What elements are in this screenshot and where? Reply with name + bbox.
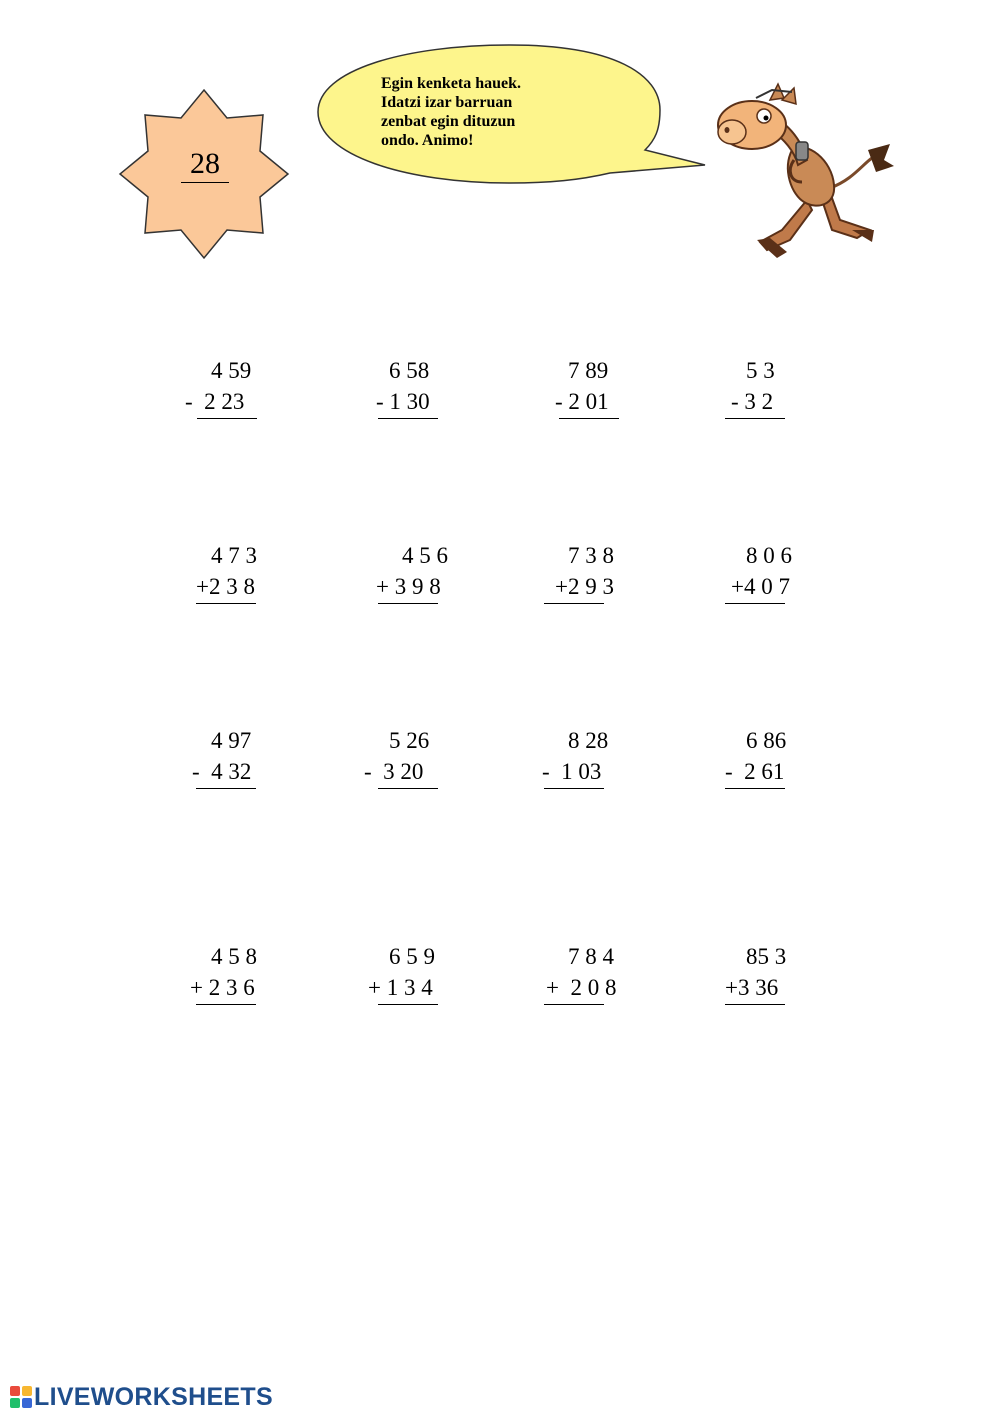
subtrahend: - 3 20 — [364, 759, 424, 784]
addend: +2 3 8 — [196, 574, 255, 599]
minuend: 8 28 — [568, 728, 609, 753]
answer-input[interactable] — [725, 608, 787, 634]
answer-line — [197, 418, 257, 419]
minuend: 7 89 — [568, 358, 609, 383]
minuend: 4 59 — [211, 358, 252, 383]
addend: + 1 3 4 — [368, 975, 433, 1000]
answer-line — [725, 788, 785, 789]
minuend: 6 86 — [746, 728, 787, 753]
problem-row — [0, 941, 1000, 1001]
answer-line — [725, 1004, 785, 1005]
augend: 8 0 6 — [746, 543, 792, 568]
liveworksheets-logo-icon — [10, 1386, 32, 1408]
answer-line — [378, 788, 438, 789]
problem-row — [0, 725, 1000, 785]
answer-line — [544, 788, 604, 789]
subtrahend: - 1 03 — [542, 759, 602, 784]
answer-input[interactable] — [725, 793, 787, 819]
answer-input[interactable] — [196, 608, 258, 634]
subtrahend: - 2 61 — [725, 759, 785, 784]
answer-input[interactable] — [544, 793, 606, 819]
answer-input[interactable] — [378, 423, 440, 449]
answer-input[interactable] — [559, 423, 621, 449]
instructions-text — [381, 74, 581, 154]
subtrahend: - 2 01 — [555, 389, 609, 414]
augend: 4 5 8 — [211, 944, 257, 969]
problem-row — [0, 540, 1000, 600]
answer-line — [378, 603, 438, 604]
answer-line — [725, 603, 785, 604]
answer-input[interactable] — [197, 423, 259, 449]
answer-line — [378, 418, 438, 419]
answer-line — [196, 603, 256, 604]
instruction-line: Idatzi izar barruan — [381, 94, 513, 111]
answer-input[interactable] — [378, 793, 440, 819]
minuend: 5 26 — [389, 728, 430, 753]
answer-input[interactable] — [196, 793, 258, 819]
answer-line — [559, 418, 619, 419]
subtrahend: - 1 30 — [376, 389, 430, 414]
instruction-line: ondo. Animo! — [381, 132, 474, 149]
minuend: 4 97 — [211, 728, 252, 753]
answer-line — [378, 1004, 438, 1005]
answer-line — [725, 418, 785, 419]
addend: +4 0 7 — [731, 574, 790, 599]
answer-input[interactable] — [378, 608, 440, 634]
answer-line — [544, 1004, 604, 1005]
subtrahend: - 3 2 — [731, 389, 774, 414]
addend: +3 36 — [725, 975, 779, 1000]
instruction-line: Egin kenketa hauek. — [381, 75, 522, 92]
augend: 85 3 — [746, 944, 787, 969]
answer-line — [196, 788, 256, 789]
instruction-line: zenbat egin dituzun — [381, 113, 516, 130]
answer-input[interactable] — [196, 1009, 258, 1035]
problem-row — [0, 355, 1000, 415]
camel-icon — [712, 70, 902, 265]
answer-input[interactable] — [725, 1009, 787, 1035]
subtrahend: - 2 23 — [185, 389, 245, 414]
answer-input[interactable] — [725, 423, 787, 449]
answer-line — [544, 603, 604, 604]
augend: 7 8 4 — [568, 944, 614, 969]
addend: + 2 3 6 — [190, 975, 255, 1000]
addend: +2 9 3 — [555, 574, 614, 599]
answer-line — [196, 1004, 256, 1005]
addend: + 2 0 8 — [546, 975, 617, 1000]
minuend: 5 3 — [746, 358, 775, 383]
minuend: 6 58 — [389, 358, 430, 383]
augend: 6 5 9 — [389, 944, 435, 969]
subtrahend: - 4 32 — [192, 759, 252, 784]
answer-input[interactable] — [378, 1009, 440, 1035]
augend: 4 7 3 — [211, 543, 257, 568]
footer-brand[interactable] — [10, 1380, 273, 1414]
augend: 7 3 8 — [568, 543, 614, 568]
answer-input[interactable] — [544, 608, 606, 634]
footer-brand-text: LIVEWORKSHEETS — [34, 1382, 273, 1411]
answer-input[interactable] — [544, 1009, 606, 1035]
addend: + 3 9 8 — [376, 574, 441, 599]
augend: 4 5 6 — [402, 543, 448, 568]
score-input[interactable] — [181, 146, 229, 183]
